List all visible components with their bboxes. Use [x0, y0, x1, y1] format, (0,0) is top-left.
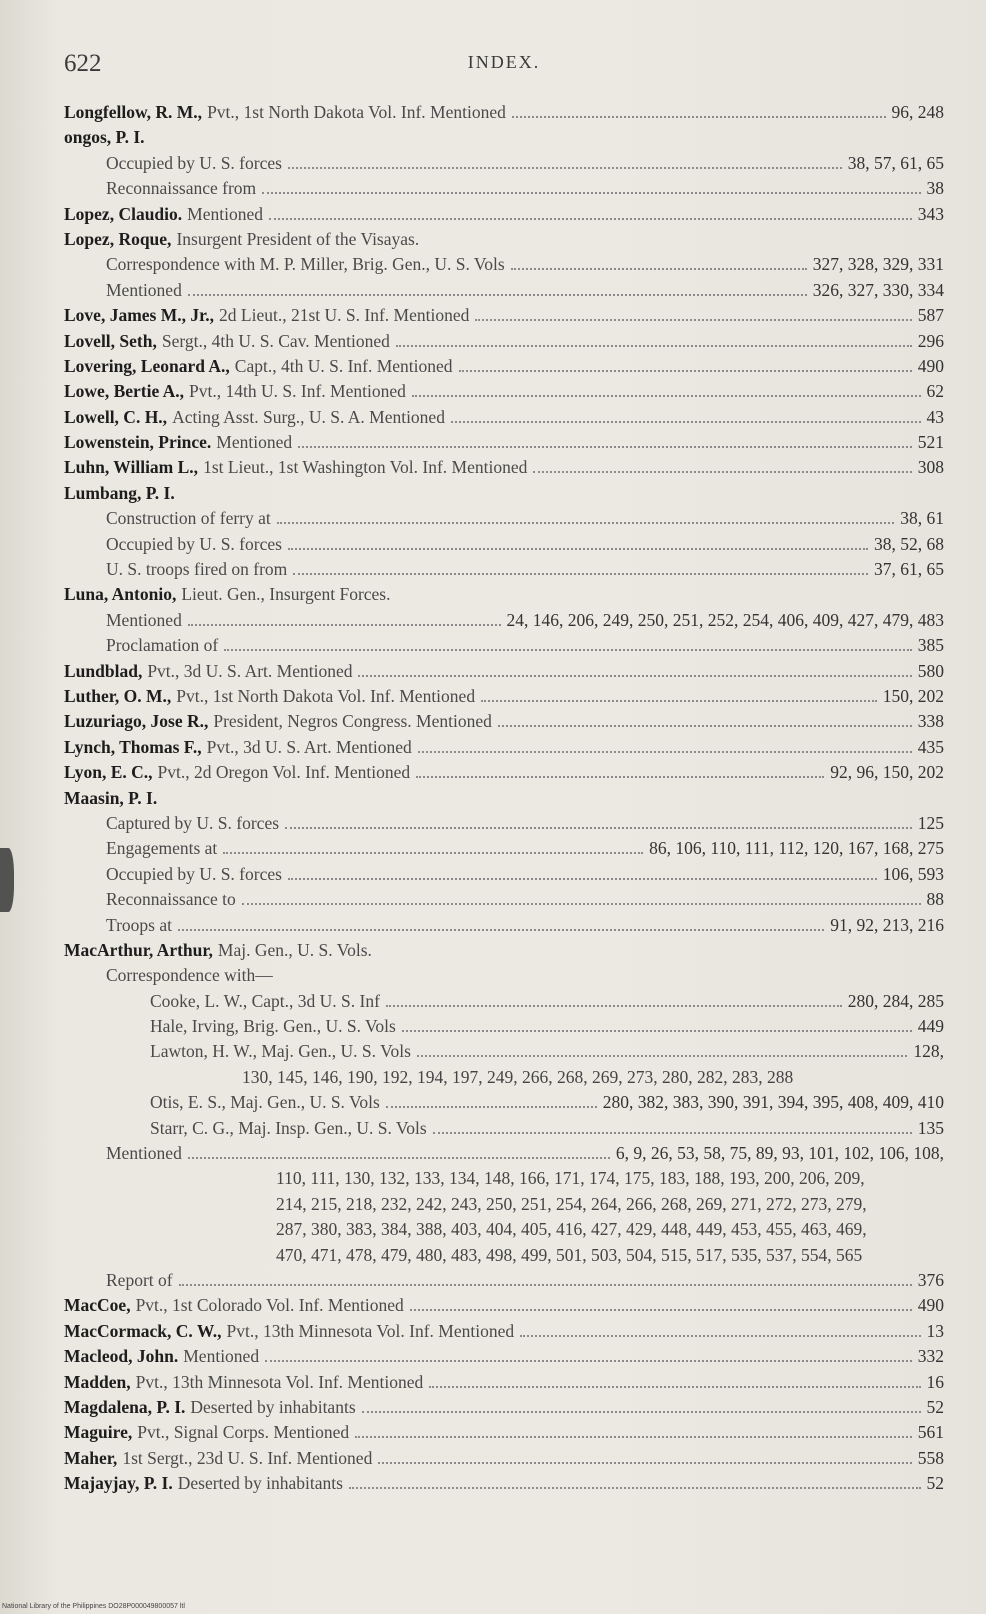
entry-description: Pvt., 3d U. S. Art. Mentioned: [206, 736, 412, 757]
entry-subheading: Hale, Irving, Brig. Gen., U. S. Vols: [150, 1016, 396, 1037]
index-entry: [64, 280, 944, 305]
entry-pages: 561: [917, 1422, 944, 1443]
entry-description: Sergt., 4th U. S. Cav. Mentioned: [161, 330, 390, 351]
dot-leader: [265, 1360, 912, 1362]
index-entry: [64, 940, 944, 965]
entry-pages: 135: [917, 1117, 944, 1138]
index-entry: [64, 381, 944, 406]
entry-term: Lynch, Thomas F.,: [64, 736, 202, 757]
entry-term: Madden,: [64, 1371, 131, 1392]
index-entry: [64, 1092, 944, 1117]
dot-leader: [298, 446, 912, 448]
entry-page-continuation: 470, 471, 478, 479, 480, 483, 498, 499, 501, 503, 504, 515, 517, 535, 537, 554, 565: [276, 1244, 863, 1265]
index-entry: [64, 508, 944, 533]
entry-subheading: Reconnaissance from: [106, 178, 257, 199]
dot-leader: [386, 1005, 842, 1007]
entry-subheading: Cooke, L. W., Capt., 3d U. S. Inf: [150, 990, 380, 1011]
dot-leader: [178, 929, 824, 931]
entry-description: Maj. Gen., U. S. Vols.: [217, 939, 372, 960]
entry-term: Lopez, Roque,: [64, 228, 172, 249]
entry-term: Maasin, P. I.: [64, 787, 158, 808]
index-entry: [64, 1473, 944, 1498]
entry-pages: 88: [926, 889, 944, 910]
dot-leader: [188, 1157, 610, 1159]
entry-pages: 490: [917, 355, 944, 376]
index-entry: [64, 1270, 944, 1295]
index-entry: [64, 457, 944, 482]
entry-subheading: Mentioned: [106, 609, 182, 630]
entry-description: Acting Asst. Surg., U. S. A. Mentioned: [172, 406, 445, 427]
index-entry: [64, 813, 944, 838]
entry-term: Luna, Antonio,: [64, 584, 177, 605]
entry-pages: 38: [926, 178, 944, 199]
entry-pages: 62: [926, 381, 944, 402]
entry-term: MacCormack, C. W.,: [64, 1320, 222, 1341]
index-entry: [64, 1295, 944, 1320]
entry-term: Lyon, E. C.,: [64, 762, 153, 783]
entry-term: Lopez, Claudio.: [64, 203, 183, 224]
entry-description: Pvt., 14th U. S. Inf. Mentioned: [189, 381, 406, 402]
index-entry: [64, 838, 944, 863]
entry-term: Luther, O. M.,: [64, 685, 172, 706]
entry-pages: 92, 96, 150, 202: [830, 762, 944, 783]
entry-pages: 332: [917, 1346, 944, 1367]
entry-description: Pvt., 1st North Dakota Vol. Inf. Mentioned: [176, 685, 476, 706]
index-entry: [64, 534, 944, 559]
index-entry: [64, 635, 944, 660]
entry-description: Deserted by inhabitants: [177, 1473, 343, 1494]
index-entry: [64, 483, 944, 508]
index-entry: [64, 788, 944, 813]
entry-subheading: Reconnaissance to: [106, 889, 236, 910]
entry-description: Mentioned: [183, 1346, 260, 1367]
footer-note: National Library of the Philippines DO28P000049800057 ltl: [2, 1603, 185, 1610]
entry-term: Macleod, John.: [64, 1346, 179, 1367]
entry-description: 1st Sergt., 23d U. S. Inf. Mentioned: [122, 1447, 373, 1468]
entry-subheading: Occupied by U. S. forces: [106, 152, 282, 173]
entry-subheading: Correspondence with—: [106, 965, 273, 986]
entry-term: Love, James M., Jr.,: [64, 305, 215, 326]
entry-pages: 385: [917, 635, 944, 656]
entry-description: President, Negros Congress. Mentioned: [213, 711, 492, 732]
entry-description: Capt., 4th U. S. Inf. Mentioned: [234, 355, 453, 376]
entry-term: MacArthur, Arthur,: [64, 939, 213, 960]
index-entry: [64, 584, 944, 609]
entry-subheading: Captured by U. S. forces: [106, 812, 280, 833]
entry-pages: 125: [917, 812, 944, 833]
entry-pages: 106, 593: [882, 863, 944, 884]
entry-term: Longfellow, R. M.,: [64, 102, 203, 122]
entry-subheading: Mentioned: [106, 279, 182, 300]
entry-subheading: U. S. troops fired on from: [106, 559, 288, 580]
dot-leader: [451, 421, 921, 423]
dot-leader: [386, 1106, 597, 1108]
index-entry: [64, 737, 944, 762]
entry-term: Lowe, Bertie A.,: [64, 381, 185, 402]
entry-pages: 24, 146, 206, 249, 250, 251, 252, 254, 406, 409, 427, 479, 483: [506, 609, 944, 630]
index-entry: [64, 1016, 944, 1041]
entry-description: 1st Lieut., 1st Washington Vol. Inf. Mentioned: [203, 457, 528, 478]
index-entry: [64, 356, 944, 381]
dot-leader: [396, 345, 912, 347]
dot-leader: [188, 294, 807, 296]
entry-term: Lowenstein, Prince.: [64, 432, 212, 453]
dot-leader: [288, 167, 842, 169]
entry-subheading: Otis, E. S., Maj. Gen., U. S. Vols: [150, 1092, 380, 1113]
index-entry: [64, 1448, 944, 1473]
entry-term: Magdalena, P. I.: [64, 1396, 186, 1417]
page-header: [64, 50, 944, 84]
entry-description: Mentioned: [187, 203, 263, 224]
entry-pages: 128,: [913, 1041, 944, 1062]
index-entry: [64, 889, 944, 914]
dot-leader: [262, 192, 920, 194]
dot-leader: [285, 827, 912, 829]
entry-subheading: Mentioned: [106, 1143, 182, 1164]
dot-leader: [293, 573, 868, 575]
entry-description: Pvt., Signal Corps. Mentioned: [137, 1422, 350, 1443]
dot-leader: [433, 1132, 912, 1134]
entry-subheading: Engagements at: [106, 838, 218, 859]
index-entry: [64, 127, 944, 152]
entry-description: Pvt., 1st Colorado Vol. Inf. Mentioned: [135, 1295, 404, 1316]
index-entry: [64, 1143, 944, 1168]
entry-page-continuation: 110, 111, 130, 132, 133, 134, 148, 166, 171, 174, 175, 183, 188, 193, 200, 206, 209,: [276, 1168, 865, 1189]
entry-pages: 86, 106, 110, 111, 112, 120, 167, 168, 275: [649, 838, 944, 859]
dot-leader: [416, 776, 824, 778]
entry-description: Pvt., 13th Minnesota Vol. Inf. Mentioned: [226, 1320, 515, 1341]
dot-leader: [520, 1335, 920, 1337]
entry-description: Pvt., 3d U. S. Art. Mentioned: [147, 660, 353, 681]
dot-leader: [188, 624, 501, 626]
entry-pages: 449: [917, 1016, 944, 1037]
entry-description: Pvt., 2d Oregon Vol. Inf. Mentioned: [157, 762, 411, 783]
dot-leader: [418, 751, 912, 753]
entry-pages: 308: [917, 457, 944, 478]
index-entry: [64, 711, 944, 736]
entry-term: ongos, P. I.: [64, 127, 145, 148]
entry-subheading: Starr, C. G., Maj. Insp. Gen., U. S. Vols: [150, 1117, 427, 1138]
index-entry: [64, 153, 944, 178]
entry-page-continuation: 130, 145, 146, 190, 192, 194, 197, 249, 266, 268, 269, 273, 280, 282, 283, 288: [242, 1066, 794, 1087]
index-entry: [64, 1321, 944, 1346]
index-entry: [64, 1219, 944, 1244]
entry-pages: 343: [917, 203, 944, 224]
entry-pages: 52: [926, 1473, 944, 1494]
entry-pages: 376: [917, 1269, 944, 1290]
page-number: 622: [64, 50, 102, 77]
dot-leader: [410, 1309, 912, 1311]
entry-pages: 327, 328, 329, 331: [812, 254, 944, 275]
dot-leader: [378, 1462, 911, 1464]
index-entry: [64, 1346, 944, 1371]
index-entry: [64, 915, 944, 940]
entry-pages: 296: [917, 330, 944, 351]
entry-term: Luzuriago, Jose R.,: [64, 711, 209, 732]
entry-page-continuation: 287, 380, 383, 384, 388, 403, 404, 405, 416, 427, 429, 448, 449, 453, 455, 463, 469,: [276, 1219, 867, 1240]
dot-leader: [459, 370, 912, 372]
dot-leader: [223, 852, 643, 854]
dot-leader: [288, 878, 877, 880]
dot-leader: [242, 903, 921, 905]
dot-leader: [417, 1055, 907, 1057]
entry-pages: 580: [917, 660, 944, 681]
entry-description: Lieut. Gen., Insurgent Forces.: [181, 584, 391, 605]
entry-term: Lumbang, P. I.: [64, 482, 175, 503]
index-entry: [64, 864, 944, 889]
entry-description: Mentioned: [216, 432, 293, 453]
index-entry: [64, 1067, 944, 1092]
index-entry: [64, 1168, 944, 1193]
entry-pages: 16: [926, 1371, 944, 1392]
index-entry: [64, 1422, 944, 1447]
index-entry: [64, 178, 944, 203]
entry-description: Pvt., 1st North Dakota Vol. Inf. Mentioned: [207, 102, 506, 122]
entry-pages: 52: [926, 1396, 944, 1417]
index-entry: [64, 204, 944, 229]
entry-pages: 150, 202: [882, 685, 944, 706]
entry-pages: 38, 52, 68: [874, 533, 944, 554]
index-entry: [64, 1118, 944, 1143]
entry-term: Maguire,: [64, 1422, 133, 1443]
index-entries: [64, 102, 944, 1498]
entry-pages: 587: [917, 305, 944, 326]
entry-subheading: Report of: [106, 1269, 173, 1290]
entry-term: Majayjay, P. I.: [64, 1473, 173, 1494]
entry-description: Deserted by inhabitants: [190, 1396, 356, 1417]
index-entry: [64, 661, 944, 686]
dot-leader: [358, 675, 911, 677]
index-entry: [64, 559, 944, 584]
index-entry: [64, 1041, 944, 1066]
entry-pages: 490: [917, 1295, 944, 1316]
index-entry: [64, 102, 944, 127]
entry-pages: 96, 248: [891, 102, 944, 122]
dot-leader: [277, 522, 895, 524]
index-entry: [64, 610, 944, 635]
entry-term: MacCoe,: [64, 1295, 131, 1316]
entry-description: 2d Lieut., 21st U. S. Inf. Mentioned: [219, 305, 470, 326]
entry-pages: 338: [917, 711, 944, 732]
entry-subheading: Occupied by U. S. forces: [106, 863, 282, 884]
entry-pages: 521: [917, 432, 944, 453]
index-entry: [64, 991, 944, 1016]
entry-description: Insurgent President of the Visayas.: [176, 228, 420, 249]
dot-leader: [429, 1386, 920, 1388]
entry-term: Luhn, William L.,: [64, 457, 199, 478]
entry-subheading: Troops at: [106, 914, 172, 935]
dot-leader: [511, 268, 807, 270]
index-entry: [64, 1245, 944, 1270]
page-edge-smudge: [0, 848, 14, 912]
entry-term: Lowell, C. H.,: [64, 406, 168, 427]
entry-pages: 6, 9, 26, 53, 58, 75, 89, 93, 101, 102, 106, 108,: [615, 1143, 944, 1164]
entry-pages: 38, 61: [900, 508, 944, 529]
entry-term: Maher,: [64, 1447, 118, 1468]
index-entry: [64, 1372, 944, 1397]
entry-description: Pvt., 13th Minnesota Vol. Inf. Mentioned: [135, 1371, 424, 1392]
entry-subheading: Proclamation of: [106, 635, 219, 656]
running-title: INDEX.: [467, 52, 541, 72]
entry-pages: 280, 284, 285: [847, 990, 944, 1011]
index-entry: [64, 229, 944, 254]
dot-leader: [269, 218, 912, 220]
entry-term: Lovell, Seth,: [64, 330, 157, 351]
entry-term: Lovering, Leonard A.,: [64, 355, 230, 376]
entry-pages: 43: [926, 406, 944, 427]
index-entry: [64, 1194, 944, 1219]
index-entry: [64, 965, 944, 990]
entry-term: Lundblad,: [64, 660, 143, 681]
entry-subheading: Construction of ferry at: [106, 508, 271, 529]
entry-subheading: Occupied by U. S. forces: [106, 533, 282, 554]
dot-leader: [179, 1284, 912, 1286]
index-entry: [64, 1397, 944, 1422]
dot-leader: [402, 1030, 912, 1032]
dot-leader: [481, 700, 877, 702]
entry-subheading: Correspondence with M. P. Miller, Brig. Gen., U. S. Vols: [106, 254, 505, 275]
dot-leader: [362, 1411, 921, 1413]
entry-pages: 38, 57, 61, 65: [847, 152, 944, 173]
dot-leader: [475, 319, 911, 321]
index-entry: [64, 254, 944, 279]
dot-leader: [533, 471, 911, 473]
dot-leader: [512, 116, 886, 118]
index-entry: [64, 762, 944, 787]
entry-pages: 37, 61, 65: [874, 559, 944, 580]
dot-leader: [355, 1436, 912, 1438]
dot-leader: [412, 395, 921, 397]
entry-subheading: Lawton, H. W., Maj. Gen., U. S. Vols: [150, 1041, 411, 1062]
index-entry: [64, 686, 944, 711]
index-entry: [64, 305, 944, 330]
entry-page-continuation: 214, 215, 218, 232, 242, 243, 250, 251, 254, 264, 266, 268, 269, 271, 272, 273, 279,: [276, 1193, 867, 1214]
index-entry: [64, 432, 944, 457]
entry-pages: 435: [917, 736, 944, 757]
dot-leader: [498, 725, 912, 727]
entry-pages: 280, 382, 383, 390, 391, 394, 395, 408, 409, 410: [602, 1092, 944, 1113]
dot-leader: [288, 548, 868, 550]
entry-pages: 91, 92, 213, 216: [830, 914, 944, 935]
dot-leader: [349, 1487, 921, 1489]
entry-pages: 13: [926, 1320, 944, 1341]
dot-leader: [224, 649, 911, 651]
index-entry: [64, 407, 944, 432]
entry-pages: 558: [917, 1447, 944, 1468]
index-entry: [64, 331, 944, 356]
entry-pages: 326, 327, 330, 334: [812, 279, 944, 300]
